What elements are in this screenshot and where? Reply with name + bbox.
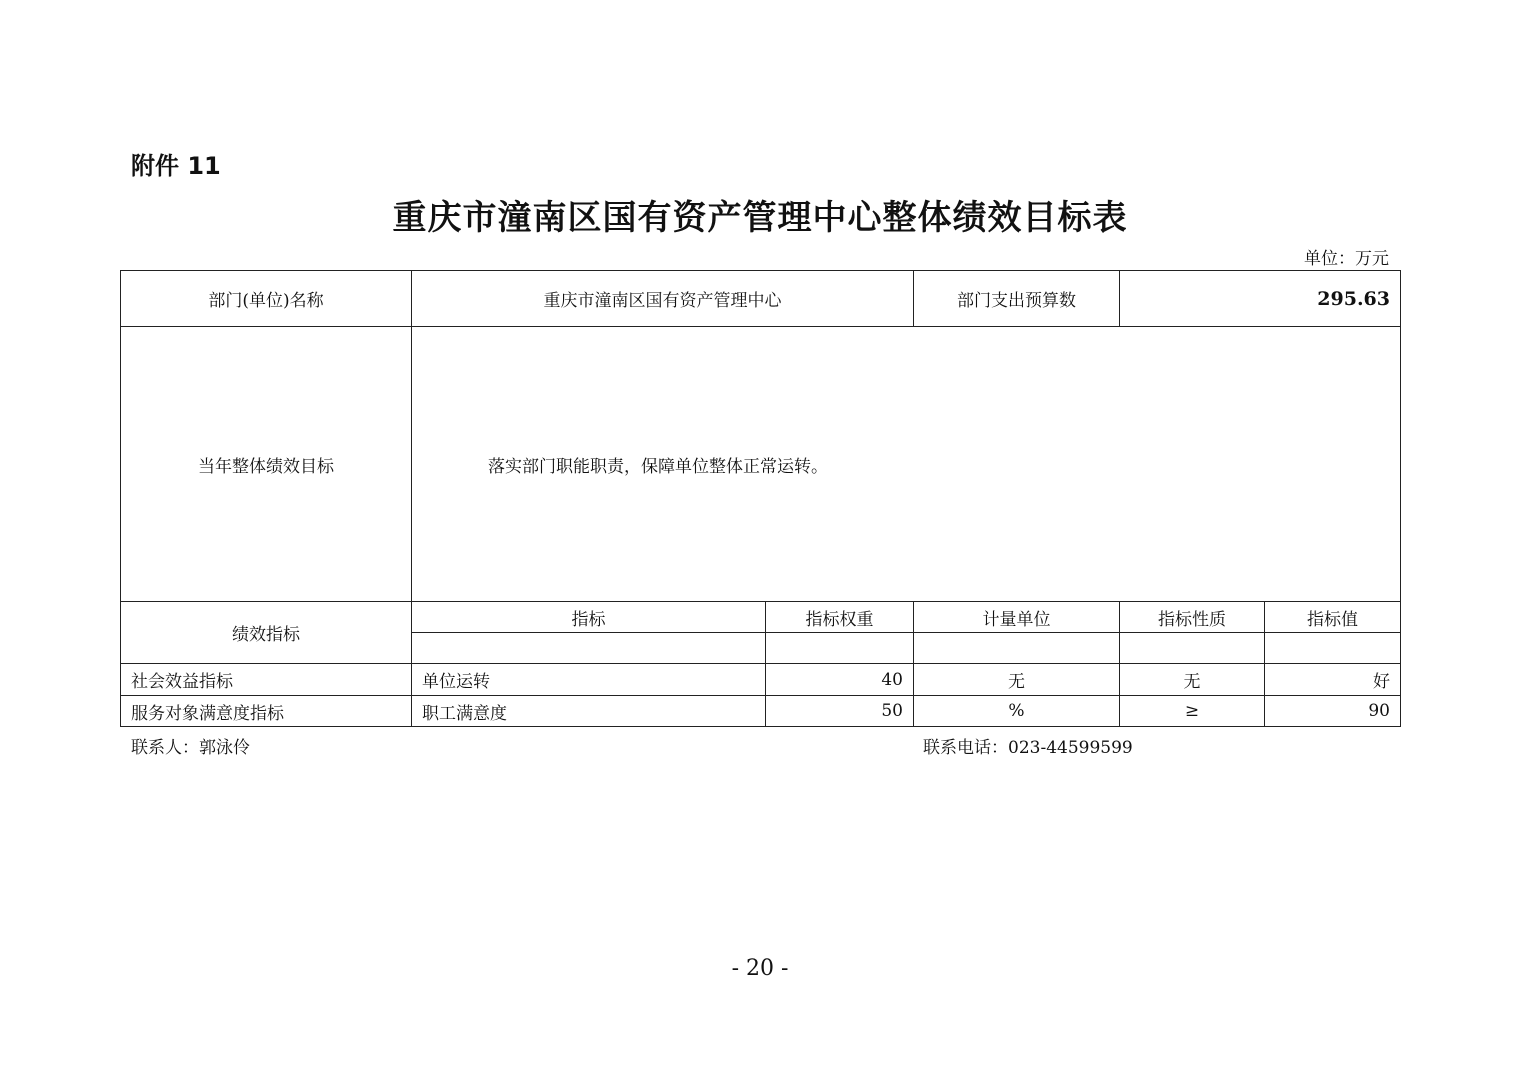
value-cell: 90 <box>1265 696 1401 727</box>
column-header: 计量单位 <box>914 602 1120 633</box>
unit-cell: 无 <box>914 664 1120 696</box>
unit-label: 单位：万元 <box>1304 249 1389 269</box>
value-cell: 好 <box>1265 664 1401 696</box>
column-header: 指标值 <box>1265 602 1401 633</box>
empty-cell <box>412 633 766 664</box>
table-row <box>121 602 1401 633</box>
table-row <box>121 664 1401 696</box>
indicator-label-cell: 绩效指标 <box>121 602 412 664</box>
page-title: 重庆市潼南区国有资产管理中心整体绩效目标表 <box>392 198 1128 238</box>
empty-cell <box>1265 633 1401 664</box>
nature-cell: 无 <box>1120 664 1265 696</box>
category-cell: 社会效益指标 <box>121 664 412 696</box>
nature-cell: ≥ <box>1120 696 1265 727</box>
contact-person: 联系人：郭泳伶 <box>131 738 250 758</box>
empty-cell <box>766 633 914 664</box>
indicator-cell: 职工满意度 <box>412 696 766 727</box>
goal-label-cell: 当年整体绩效目标 <box>121 327 412 602</box>
empty-cell <box>1120 633 1265 664</box>
budget-label-cell: 部门支出预算数 <box>914 271 1120 327</box>
column-header: 指标性质 <box>1120 602 1265 633</box>
performance-target-table <box>120 270 1401 727</box>
column-header: 指标 <box>412 602 766 633</box>
goal-text-cell: 落实部门职能职责，保障单位整体正常运转。 <box>412 327 1401 602</box>
dept-name-cell: 重庆市潼南区国有资产管理中心 <box>412 271 914 327</box>
budget-value-cell: 295.63 <box>1120 271 1401 327</box>
contact-phone: 联系电话：023-44599599 <box>923 738 1133 758</box>
attachment-label: 附件 11 <box>131 152 221 180</box>
weight-cell: 40 <box>766 664 914 696</box>
dept-label-cell: 部门(单位)名称 <box>121 271 412 327</box>
empty-cell <box>914 633 1120 664</box>
table-row <box>121 271 1401 327</box>
unit-cell: % <box>914 696 1120 727</box>
weight-cell: 50 <box>766 696 914 727</box>
table-row <box>121 696 1401 727</box>
table-row <box>121 327 1401 602</box>
category-cell: 服务对象满意度指标 <box>121 696 412 727</box>
page-number: - 20 - <box>731 956 789 981</box>
indicator-cell: 单位运转 <box>412 664 766 696</box>
column-header: 指标权重 <box>766 602 914 633</box>
